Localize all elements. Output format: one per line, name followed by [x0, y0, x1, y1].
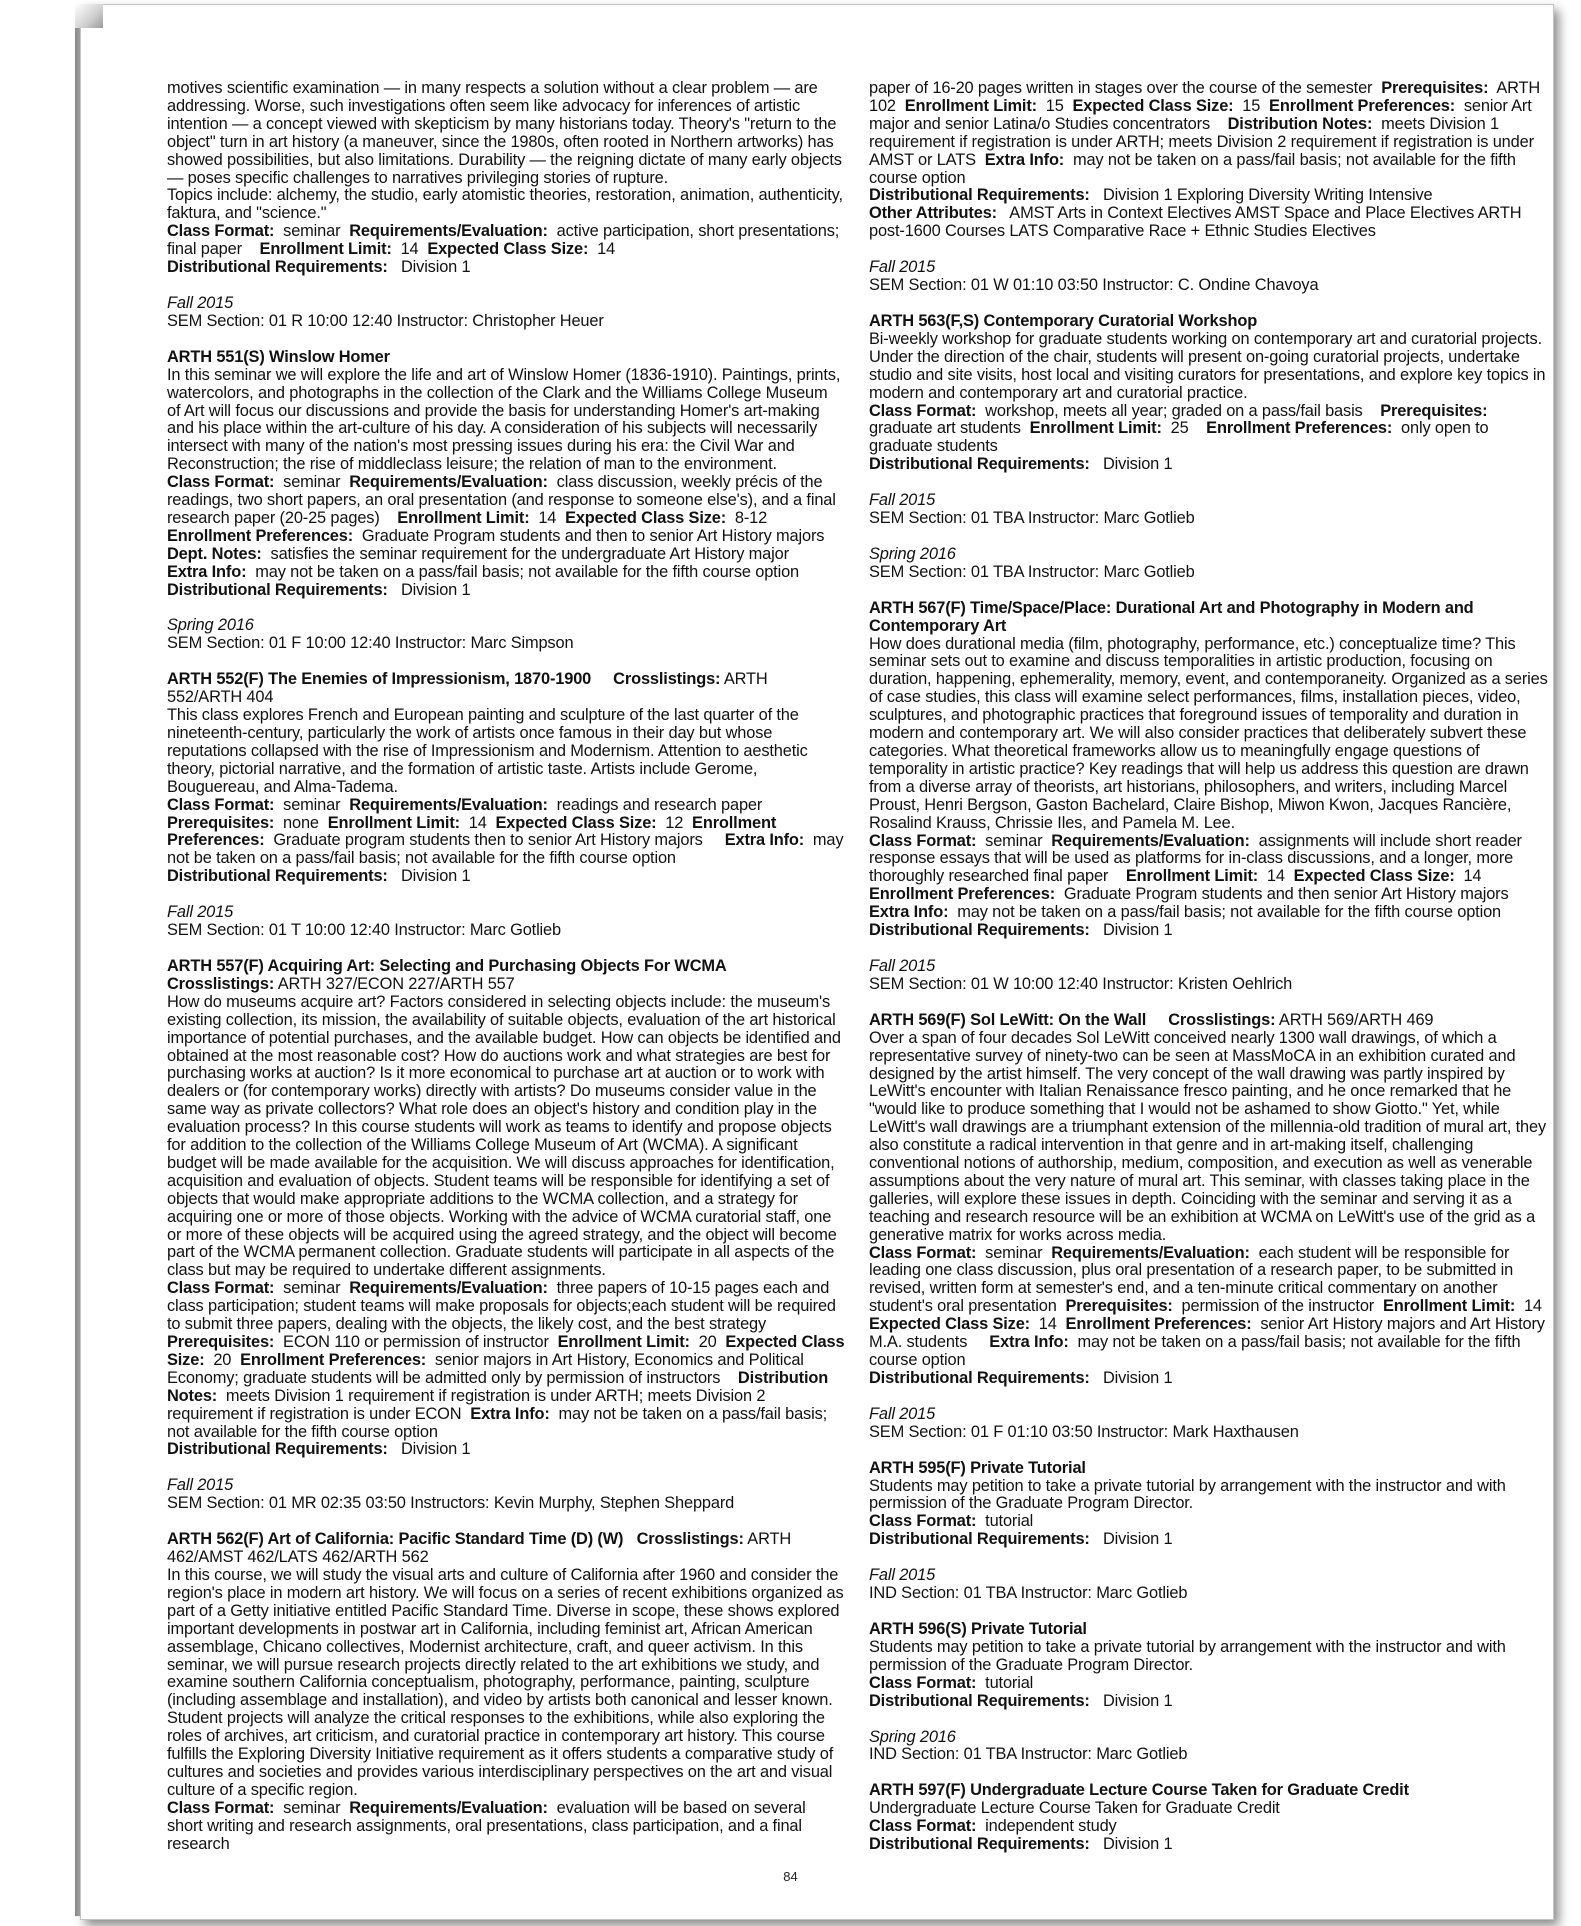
- field-label: Requirements/Evaluation:: [349, 795, 548, 814]
- field-label: Class Format:: [167, 473, 275, 492]
- field-label: Distributional Requirements:: [167, 580, 388, 599]
- field-label: Extra Info:: [724, 831, 805, 850]
- term-label: Fall 2015: [869, 491, 936, 510]
- field-value: seminar: [283, 473, 341, 492]
- field-value: Division 1: [1102, 1691, 1173, 1710]
- field-label: Distributional Requirements:: [167, 867, 388, 886]
- field-value: seminar: [283, 222, 341, 241]
- field-value: senior majors in Art History, Economics and Political Economy; graduate students will be admitted only by permission of instructors: [167, 1350, 804, 1387]
- field-label: Class Format:: [869, 1673, 977, 1692]
- field-value: Division 1: [400, 1440, 471, 1459]
- field-label: Distributional Requirements:: [869, 1835, 1090, 1854]
- field-value: 14: [1523, 1297, 1542, 1316]
- course-title: ARTH 557(F) Acquiring Art: Selecting and Purchasing Objects For WCMA: [167, 956, 727, 975]
- field-value: none: [283, 813, 319, 832]
- section-line: IND Section: 01 TBA Instructor: Marc Gotlieb: [869, 1584, 1188, 1603]
- field-value: ARTH 552/ARTH 404: [167, 670, 768, 707]
- term-label: Fall 2015: [869, 1404, 936, 1423]
- distribution-line: [869, 922, 1549, 940]
- field-value: evaluation will be based on several short writing and research assignments, oral presentations, class participation, and a final research: [167, 1798, 806, 1853]
- field-label: Class Format:: [167, 222, 275, 241]
- section-line: SEM Section: 01 TBA Instructor: Marc Gotlieb: [869, 562, 1195, 581]
- field-label: Distributional Requirements:: [869, 1530, 1090, 1549]
- field-value: independent study: [985, 1817, 1117, 1836]
- field-value: satisfies the seminar requirement for the undergraduate Art History major: [270, 544, 789, 563]
- field-label: Distributional Requirements:: [869, 921, 1090, 940]
- term-label: Fall 2015: [869, 1566, 936, 1585]
- term-label: Spring 2016: [869, 1727, 956, 1746]
- field-value: Graduate Program students and then to senior Art History majors: [361, 526, 825, 545]
- section-line: SEM Section: 01 MR 02:35 03:50 Instructors: Kevin Murphy, Stephen Sheppard: [167, 1494, 735, 1513]
- course-heading: [167, 1531, 845, 1567]
- course-description: This class explores French and European painting and sculpture of the last quarter of the nineteenth-century, particularly the work of artists once famous in their day but whose reputations collapsed with the rise of Impressionism and Modernism. Attention to aesthetic theory, pictorial narrative, and the formation of artistic taste. Artists include Gerome, Bouguereau, and Alma-Tadema.: [167, 706, 808, 796]
- field-label: Expected Class Size:: [427, 240, 589, 259]
- field-label: Requirements/Evaluation:: [349, 1279, 548, 1298]
- course-title: ARTH 595(F) Private Tutorial: [869, 1458, 1086, 1477]
- term-label: Fall 2015: [167, 293, 234, 312]
- field-value: seminar: [283, 795, 341, 814]
- field-value: Division 1: [1102, 1368, 1173, 1387]
- field-label: Distributional Requirements:: [869, 455, 1090, 474]
- page-corner-fold: [75, 4, 103, 28]
- field-value: 20: [213, 1350, 232, 1369]
- field-label: Class Format:: [869, 401, 977, 420]
- course-details: [869, 80, 1549, 187]
- field-label: Distribution Notes:: [167, 1368, 829, 1405]
- field-label: Requirements/Evaluation:: [349, 473, 548, 492]
- course-description: Undergraduate Lecture Course Taken for Graduate Credit: [869, 1799, 1280, 1818]
- field-label: Enrollment Preferences:: [1206, 419, 1393, 438]
- field-value: ARTH 569/ARTH 469: [1278, 1010, 1434, 1029]
- field-label: Prerequisites:: [167, 1333, 275, 1351]
- course-title: ARTH 552(F) The Enemies of Impressionism, 1870-1900: [167, 670, 592, 689]
- field-value: 14: [538, 508, 557, 527]
- field-value: may not be taken on a pass/fail basis; not available for the fifth course option: [167, 1404, 828, 1441]
- field-value: may not be taken on a pass/fail basis; not available for the fifth course option: [957, 903, 1502, 922]
- field-label: Requirements/Evaluation:: [349, 222, 548, 241]
- field-value: Division 1: [400, 258, 471, 277]
- field-value: tutorial: [985, 1512, 1034, 1531]
- field-label: Enrollment Limit:: [1382, 1297, 1516, 1316]
- field-value: ARTH 327/ECON 227/ARTH 557: [277, 974, 515, 993]
- course-details: [167, 474, 845, 581]
- field-label: Crosslistings:: [613, 670, 721, 689]
- field-value: Division 1: [400, 580, 471, 599]
- field-label: Enrollment Preferences:: [167, 526, 354, 545]
- field-value: Division 1: [1102, 455, 1173, 474]
- field-value: 15: [1242, 96, 1261, 115]
- field-value: Division 1: [1102, 1835, 1173, 1854]
- term-label: Spring 2016: [869, 544, 956, 563]
- field-label: Extra Info:: [989, 1333, 1069, 1352]
- course-description: Bi-weekly workshop for graduate students working on contemporary art and curatorial projects. Under the direction of the chair, students will present on-going curatorial projects, undertake studio and site visits, host local and visiting curators for presentations, and explore key topics in modern and contemporary art and curatorial practice.: [869, 329, 1546, 402]
- field-label: Crosslistings:: [1168, 1010, 1276, 1029]
- field-value: ARTH 462/AMST 462/LATS 462/ARTH 562: [167, 1530, 792, 1567]
- field-label: Crosslistings:: [167, 974, 275, 993]
- field-value: 8-12: [734, 508, 768, 527]
- course-details: [167, 797, 845, 869]
- course-title: ARTH 563(F,S) Contemporary Curatorial Workshop: [869, 311, 1258, 330]
- field-label: Enrollment Limit:: [327, 813, 460, 832]
- course-details: [869, 1245, 1549, 1370]
- course-description: In this seminar we will explore the life and art of Winslow Homer (1836-1910). Paintings, prints, watercolors, and photographs in the collection of the Clark and the Williams College Museum of Art will focus our discussions and provide the basis for understanding Homer's art-making and his place within the art-culture of his day. A consideration of his subjects will necessarily intersect with many of the nation's most pressing issues during his era: the Civil War and Reconstruction; the rise of middleclass leisure; the relation of man to the environment.: [167, 365, 841, 474]
- field-value: workshop, meets all year; graded on a pass/fail basis: [985, 401, 1363, 420]
- field-value: Division 1: [400, 867, 471, 886]
- field-label: Distributional Requirements:: [167, 258, 388, 277]
- term-label: Fall 2015: [167, 903, 234, 922]
- field-value: three papers of 10-15 pages each and class participation; student teams will make proposals for objects;each student will be required to submit three papers, dealing with the objects, the likely cost, and the best strategy: [167, 1279, 836, 1334]
- field-label: Class Format:: [869, 1817, 977, 1836]
- field-label: Enrollment Limit:: [259, 240, 392, 259]
- field-value: Graduate program students then to senior Art History majors: [273, 831, 703, 850]
- field-label: Expected Class Size:: [167, 1333, 845, 1369]
- field-label: Enrollment Limit:: [1029, 419, 1162, 438]
- field-value: may not be taken on a pass/fail basis; not available for the fifth course option: [167, 831, 844, 868]
- field-label: Enrollment Limit:: [904, 96, 1037, 115]
- course-description: How does durational media (film, photography, performance, etc.) conceptualize time? This seminar sets out to examine and discuss temporalities in artistic production, focusing on duration, happening, ephemerality, memory, event, and contemporaneity. Organized as a series of case studies, this class will examine select performances, films, installation pieces, video, sculptures, and photographic practices that foreground issues of temporality and duration in modern and contemporary art. We will also consider practices that deliberately subvert these categories. What theoretical frameworks allow us to meaningfully engage questions of temporality in artistic practice? Key readings that will help us address this question are drawn from a diverse array of theorists, art historians, philosophers, and writers, including Marcel Proust, Henri Bergson, Gaston Bachelard, Claire Bishop, Miwon Kwon, Jacques Rancière, Rosalind Krauss, Chrissie Iles, and Pamela M. Lee.: [869, 634, 1548, 832]
- field-label: Requirements/Evaluation:: [1051, 831, 1250, 850]
- term-label: Spring 2016: [167, 616, 254, 635]
- field-value: readings and research paper: [556, 795, 763, 814]
- field-label: Class Format:: [869, 831, 977, 850]
- field-label: Extra Info:: [869, 903, 949, 922]
- field-value: senior Art History majors and Art History M.A. students: [869, 1315, 1545, 1352]
- field-value: 14: [468, 813, 487, 832]
- field-label: Extra Info:: [984, 150, 1065, 169]
- distribution-line: [869, 1531, 1549, 1549]
- field-value: 14: [1266, 867, 1285, 886]
- section-line: SEM Section: 01 W 01:10 03:50 Instructor: C. Ondine Chavoya: [869, 276, 1319, 295]
- field-label: Expected Class Size:: [1072, 96, 1234, 115]
- distribution-line: [869, 1693, 1549, 1711]
- field-value: 14: [597, 240, 616, 259]
- distribution-line: [869, 1836, 1549, 1854]
- field-label: Enrollment Limit:: [1125, 867, 1259, 886]
- distribution-line: [167, 1441, 845, 1459]
- course-description: motives scientific examination — in many respects a solution without a clear problem — are addressing. Worse, such investigations often seem like advocacy for inferences of artistic intention — a concept viewed with skepticism by many historians today. Theory's "return to the object" turn in art history (a maneuver, since the 1980s, often rooted in Northern artworks) has showed possibilities, but also limitations. Durability — the reigning dictate of many early objects — poses specific challenges to narratives privileging stories of rupture.: [167, 79, 842, 187]
- field-label: Distribution Notes:: [1227, 114, 1373, 133]
- section-line: SEM Section: 01 F 10:00 12:40 Instructor: Marc Simpson: [167, 634, 574, 653]
- field-label: Prerequisites:: [167, 813, 275, 832]
- field-value: graduate art students: [869, 419, 1021, 438]
- distribution-line: [167, 259, 845, 277]
- field-label: Requirements/Evaluation:: [1051, 1243, 1250, 1262]
- field-value: senior Art major and senior Latina/o Studies concentrators: [869, 96, 1532, 133]
- distribution-line: [167, 582, 845, 600]
- field-label: Enrollment Limit:: [397, 508, 530, 527]
- field-label: Enrollment Preferences:: [167, 813, 777, 850]
- left-column: [167, 80, 845, 1853]
- course-description: Over a span of four decades Sol LeWitt conceived nearly 1300 wall drawings, of which a representative survey of ninety-two can be seen at MassMoCA in an exhibition curated and designed by the artist himself. The very concept of the wall drawing was partly inspired by LeWitt's encounter with Italian Renaissance fresco painting, and he once remarked that he "would like to produce something that I would not be ashamed to show Giotto." Yet, while LeWitt's wall drawings are a triumphant extension of the millennia-old tradition of mural art, they also constitute a radical intervention in that genre and in art-making itself, challenging conventional notions of authorship, medium, composition, and execution as well as venerable assumptions about the very nature of mural art. This seminar, with classes taking place in the galleries, will explore these issues in depth. Coinciding with the seminar and serving it as a teaching and research resource will be an exhibition at WCMA on LeWitt's use of the grid as a generative matrix for works across media.: [869, 1028, 1547, 1244]
- term-label: Fall 2015: [167, 1476, 234, 1495]
- field-value: 14: [1463, 867, 1482, 886]
- field-label: Class Format:: [167, 1279, 275, 1298]
- course-details: [167, 1800, 845, 1854]
- field-label: Class Format:: [869, 1243, 977, 1262]
- field-label: Extra Info:: [167, 562, 247, 581]
- field-value: active participation, short presentations; final paper: [167, 222, 840, 259]
- course-heading: [869, 1012, 1549, 1030]
- field-value: Graduate Program students and then senior Art History majors: [1063, 885, 1509, 904]
- field-value: ARTH 102: [869, 79, 1541, 115]
- course-description: Students may petition to take a private tutorial by arrangement with the instructor and with permission of the Graduate Program Director.: [869, 1637, 1506, 1674]
- field-value: meets Division 1 requirement if registration is under ARTH; meets Division 2 requirement if registration is under AMST or LATS: [869, 114, 1534, 169]
- course-details: [869, 403, 1549, 457]
- course-details: [167, 1280, 845, 1441]
- field-label: Enrollment Preferences:: [1065, 1315, 1252, 1334]
- field-value: AMST Arts in Context Electives AMST Space and Place Electives ARTH post-1600 Courses LATS Comparative Race + Ethnic Studies Electives: [869, 204, 1522, 241]
- field-label: Enrollment Preferences:: [869, 885, 1056, 904]
- field-value: 25: [1170, 419, 1189, 438]
- field-value: seminar: [985, 831, 1043, 850]
- field-value: 15: [1045, 96, 1064, 115]
- field-label: Distributional Requirements:: [869, 1691, 1090, 1710]
- field-label: Class Format:: [167, 1798, 275, 1817]
- field-value: 14: [400, 240, 419, 259]
- section-line: SEM Section: 01 W 10:00 12:40 Instructor: Kristen Oehlrich: [869, 974, 1293, 993]
- field-value: ECON 110 or permission of instructor: [283, 1333, 549, 1351]
- course-title: ARTH 569(F) Sol LeWitt: On the Wall: [869, 1010, 1147, 1029]
- field-label: Extra Info:: [470, 1404, 550, 1423]
- field-value: may not be taken on a pass/fail basis; not available for the fifth course option: [869, 1333, 1521, 1369]
- distribution-line: [167, 868, 845, 886]
- field-label: Enrollment Preferences:: [1269, 96, 1456, 115]
- field-value: 20: [698, 1333, 717, 1351]
- field-value: tutorial: [985, 1673, 1034, 1692]
- field-label: Expected Class Size:: [1293, 867, 1455, 886]
- field-value: only open to graduate students: [869, 419, 1489, 456]
- course-details: [869, 1675, 1549, 1693]
- course-details: [869, 1513, 1549, 1531]
- field-label: Other Attributes:: [869, 204, 997, 223]
- field-value: 14: [1038, 1315, 1057, 1334]
- course-description: In this course, we will study the visual arts and culture of California after 1960 and consider the region's place in modern art history. We will focus on a series of recent exhibitions organized as part of a Getty initiative entitled Pacific Standard Time. Diverse in scope, these shows explored important developments in postwar art in California, including feminist art, African American assemblage, Chicano collectives, Modernist architecture, craft, and queer activism. In this seminar, we will pursue research projects directly related to the art exhibitions we study, and examine southern California conceptualism, photography, performance, painting, sculpture (including assemblage and installation), and video by artists both canonical and lesser known. Student projects will analyze the critical responses to the exhibitions, while also exploring the roles of archives, art criticism, and curatorial practice in contemporary art history. This course fulfills the Exploring Diversity Initiative requirement as it offers students a comparative study of cultures and societies and provides various interdisciplinary perspectives on the art and visual culture of a specific region.: [167, 1565, 844, 1799]
- term-label: Fall 2015: [869, 956, 936, 975]
- distribution-line: [869, 187, 1549, 205]
- field-label: Expected Class Size:: [869, 1315, 1030, 1334]
- field-label: Enrollment Limit:: [557, 1333, 690, 1351]
- field-label: Requirements/Evaluation:: [349, 1798, 548, 1817]
- right-column: [869, 80, 1549, 1854]
- field-value: may not be taken on a pass/fail basis; not available for the fifth course option: [869, 150, 1516, 187]
- field-label: Class Format:: [869, 1512, 977, 1531]
- course-heading: [167, 671, 845, 707]
- field-value: may not be taken on a pass/fail basis; not available for the fifth course option: [255, 562, 800, 581]
- field-value: seminar: [985, 1243, 1043, 1262]
- field-value: meets Division 1 requirement if registration is under ARTH; meets Division 2 requirement if registration is under ECON: [167, 1386, 766, 1423]
- field-value: each student will be responsible for leading one class discussion, plus oral presentation of a research paper, to be submitted in revised, written form at semester's end, and a ten-minute critical commentary on another student's oral presentation: [869, 1243, 1514, 1316]
- field-label: Distributional Requirements:: [869, 1368, 1090, 1387]
- page-number: 84: [783, 1869, 798, 1884]
- course-details: [167, 223, 845, 259]
- field-label: Class Format:: [167, 795, 275, 814]
- crosslistings-line: [167, 976, 845, 994]
- section-line: SEM Section: 01 R 10:00 12:40 Instructor: Christopher Heuer: [167, 311, 604, 330]
- course-description: Topics include: alchemy, the studio, early atomistic theories, restoration, animation, authenticity, faktura, and "science.": [167, 186, 843, 223]
- section-line: SEM Section: 01 F 01:10 03:50 Instructor: Mark Haxthausen: [869, 1422, 1299, 1441]
- course-details: [869, 833, 1549, 923]
- field-value: 12: [665, 813, 684, 832]
- field-value: Division 1: [1102, 921, 1173, 940]
- course-title: ARTH 596(S) Private Tutorial: [869, 1619, 1087, 1638]
- field-label: Expected Class Size:: [565, 508, 727, 527]
- field-label: Distributional Requirements:: [869, 186, 1090, 205]
- term-label: Fall 2015: [869, 258, 936, 277]
- field-label: Enrollment Preferences:: [240, 1350, 427, 1369]
- course-title: ARTH 567(F) Time/Space/Place: Durational Art and Photography in Modern and Contemporary Art: [869, 598, 1474, 635]
- section-line: SEM Section: 01 T 10:00 12:40 Instructor: Marc Gotlieb: [167, 921, 561, 940]
- field-label: Distributional Requirements:: [167, 1440, 388, 1459]
- distribution-line: [869, 456, 1549, 474]
- field-value: assignments will include short reader response essays that will be used as platforms for in-class discussions, and a longer, more thoroughly researched final paper: [869, 831, 1522, 886]
- section-line: SEM Section: 01 TBA Instructor: Marc Gotlieb: [869, 509, 1195, 528]
- field-label: Prerequisites:: [1380, 401, 1488, 420]
- course-details: [869, 1818, 1549, 1836]
- course-description: Students may petition to take a private tutorial by arrangement with the instructor and with permission of the Graduate Program Director.: [869, 1476, 1506, 1513]
- course-title: ARTH 597(F) Undergraduate Lecture Course Taken for Graduate Credit: [869, 1781, 1409, 1800]
- field-value: paper of 16-20 pages written in stages over the course of the semester: [869, 79, 1373, 97]
- field-label: Crosslistings:: [636, 1530, 744, 1549]
- course-description: How do museums acquire art? Factors considered in selecting objects include: the museum's existing collection, its mission, the availability of suitable objects, evaluation of the art historical importance of potential purchases, and the available budget. How can objects be identified and obtained at the most reasonable cost? How do auctions work and what strategies are best for purchasing works at auction? Is it more economical to purchase art at auction or to work with dealers or (for contemporary works) directly with artists? Do museums consider value in the same way as private collectors? What role does an object's history and condition play in the evaluation process? In this course students will work as teams to identify and propose objects for addition to the collection of the Williams College Museum of Art (WCMA). A significant budget will be made available for the acquisition. We will discuss approaches for identification, acquisition and evaluation of objects. Student teams will be responsible for identifying a set of objects that would make appropriate additions to the WCMA collection, and a strategy for acquiring one or more of those objects. Working with the advice of WCMA curatorial staff, one or more of these objects will be acquired using the agreed strategy, and the object will become part of the WCMA permanent collection. Graduate students will participate in all aspects of the class but may be required to undertake different assignments.: [167, 992, 841, 1280]
- course-title: ARTH 551(S) Winslow Homer: [167, 347, 390, 366]
- field-label: Expected Class Size:: [495, 813, 657, 832]
- field-value: class discussion, weekly précis of the readings, two short papers, an oral presentation (and response to someone else's), and a final research paper (20-25 pages): [167, 473, 836, 527]
- field-value: permission of the instructor: [1181, 1297, 1375, 1316]
- section-line: IND Section: 01 TBA Instructor: Marc Gotlieb: [869, 1745, 1188, 1764]
- course-title: ARTH 562(F) Art of California: Pacific Standard Time (D) (W): [167, 1530, 624, 1549]
- attributes-line: [869, 205, 1549, 241]
- field-label: Prerequisites:: [1381, 79, 1489, 97]
- field-value: Division 1: [1102, 1530, 1173, 1549]
- field-value: seminar: [283, 1798, 341, 1817]
- distribution-line: [869, 1370, 1549, 1388]
- field-value: seminar: [283, 1279, 341, 1298]
- field-label: Prerequisites:: [1065, 1297, 1173, 1316]
- field-label: Dept. Notes:: [167, 544, 262, 563]
- field-value: Division 1 Exploring Diversity Writing Intensive: [1102, 186, 1433, 205]
